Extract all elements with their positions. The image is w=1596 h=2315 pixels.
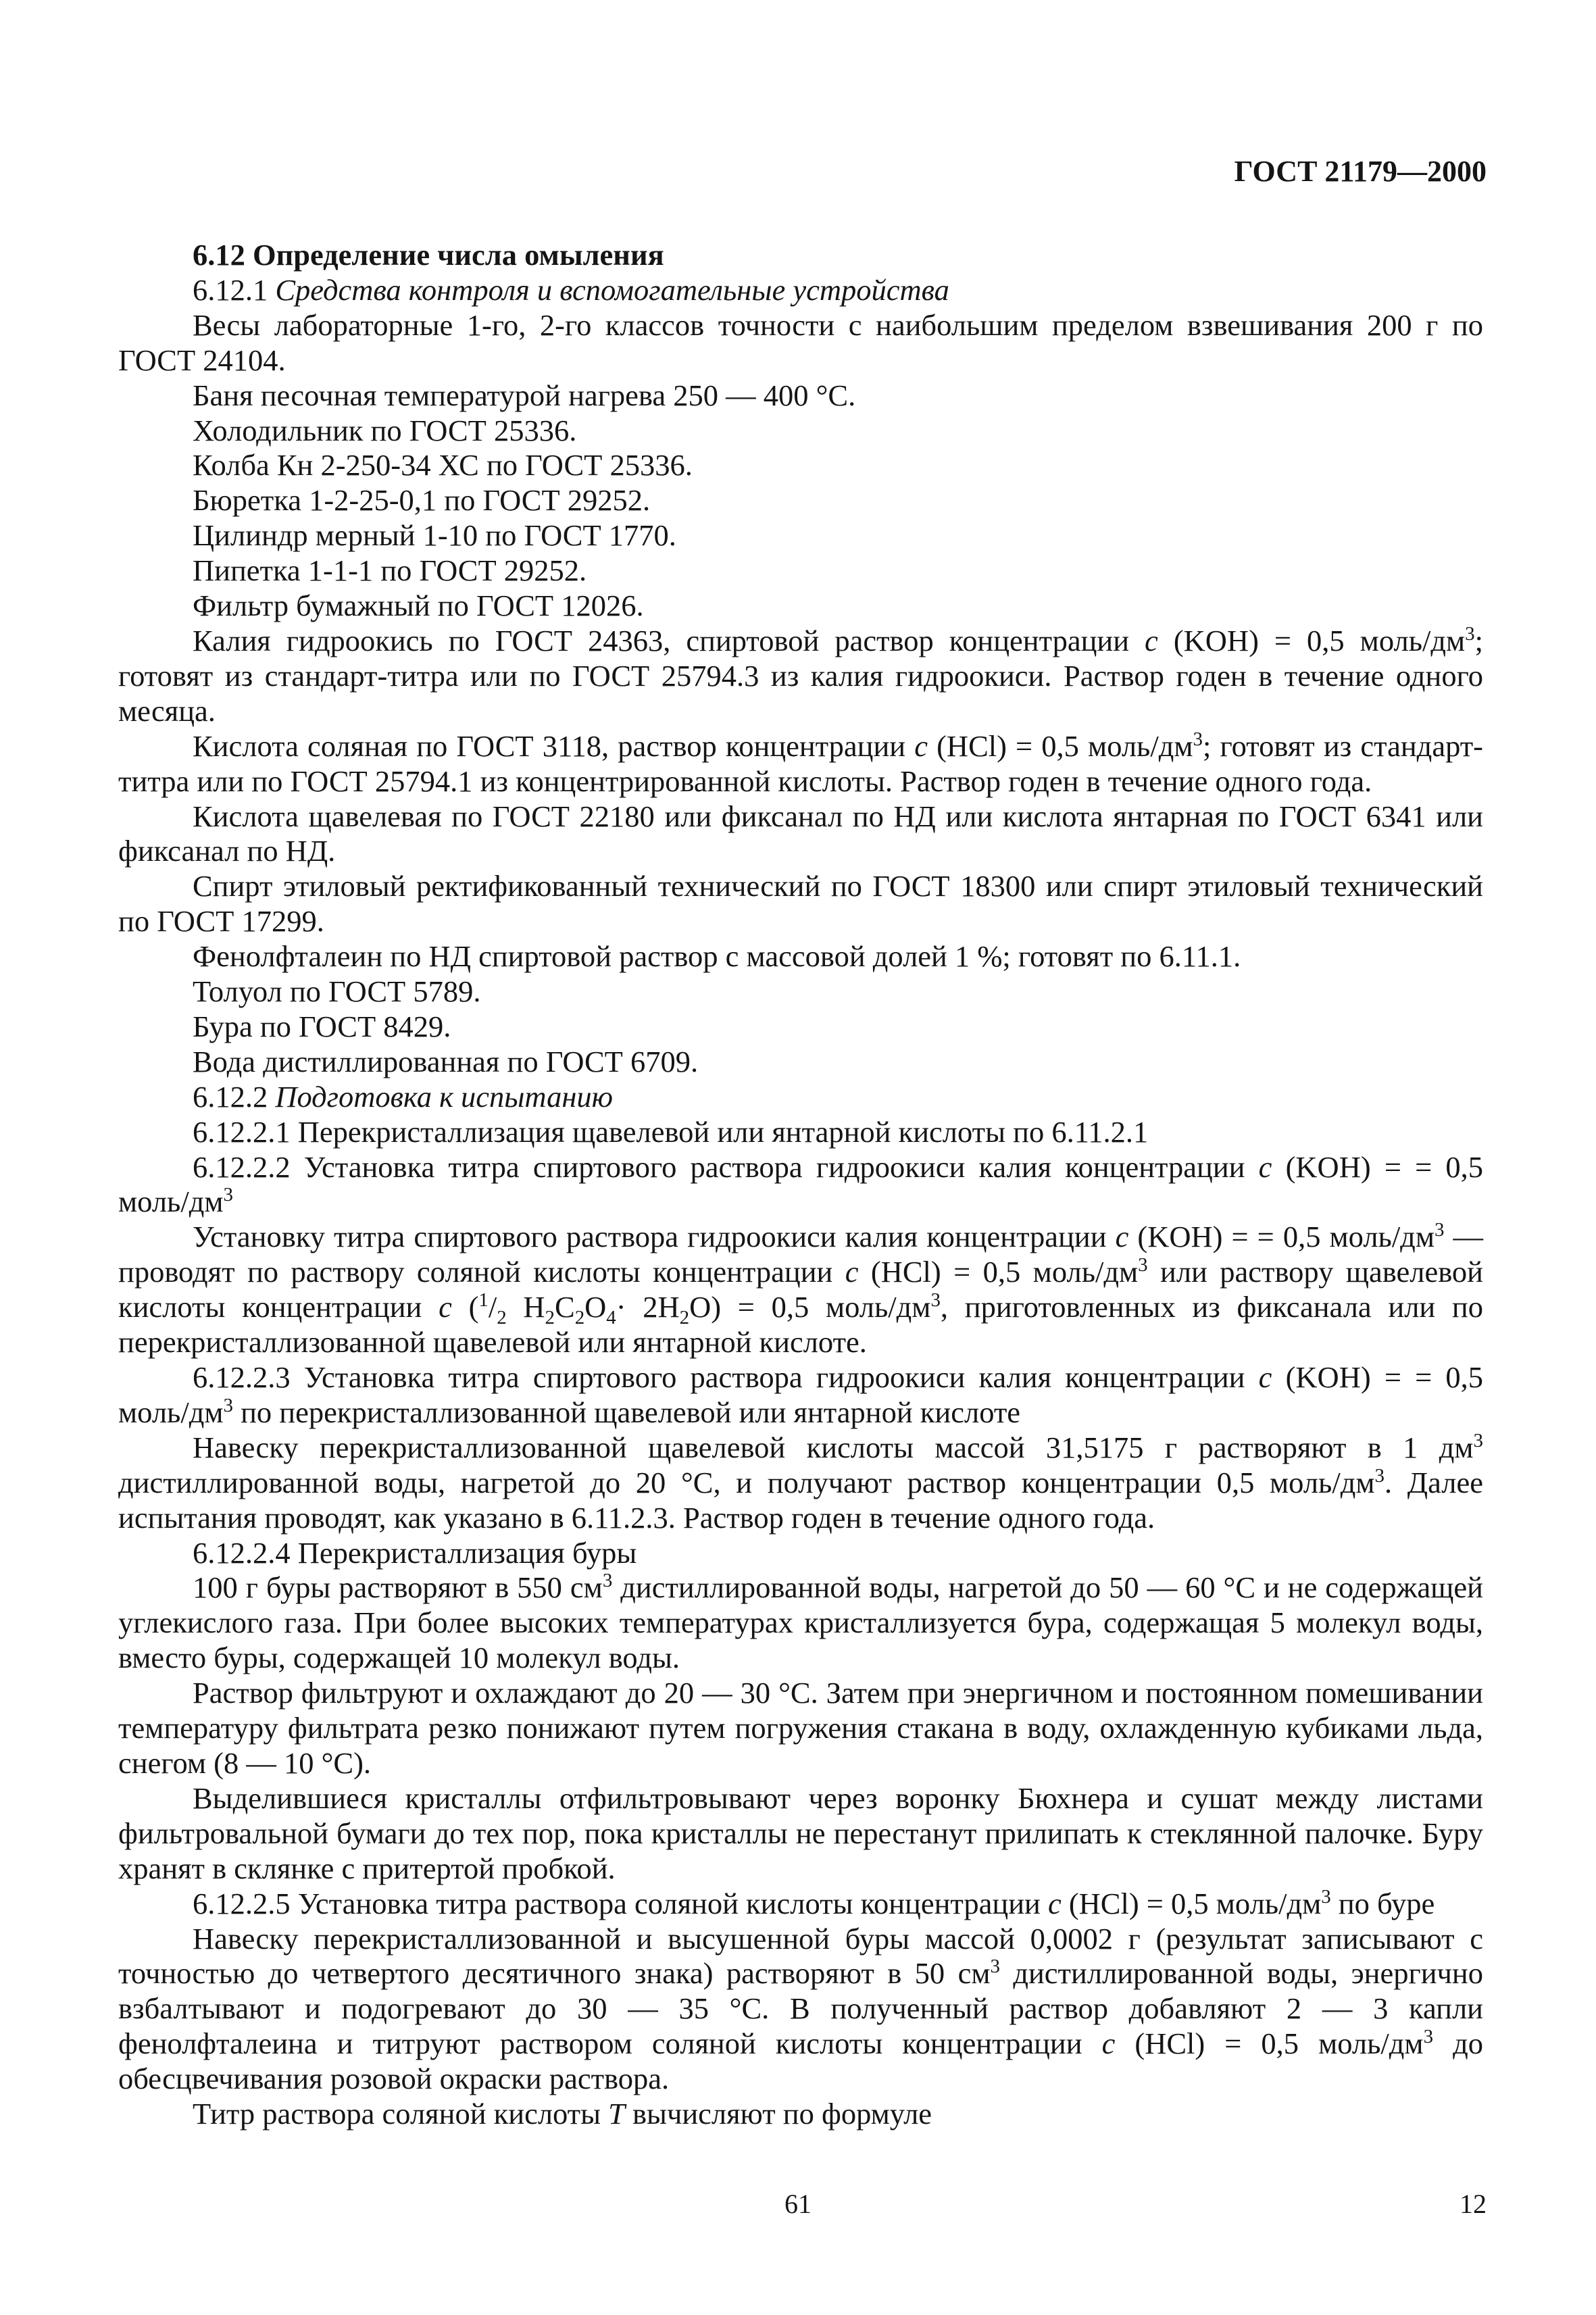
document-body [118,238,1483,2132]
equipment-item: Фильтр бумажный по ГОСТ 12026. [193,589,644,623]
equipment-item: Холодильник по ГОСТ 25336. [193,413,577,447]
equipment-item: Цилиндр мерный 1-10 по ГОСТ 1770. [193,518,676,553]
equipment-item: Весы лабораторные 1-го, 2-го классов точности с наибольшим пределом взвешивания 200 г по ГОСТ 24104. [118,307,1483,377]
clause-6-12-2-3: 6.12.2.3 Установка титра спиртового раствора гидроокиси калия концентрации c (KOH) = = 0,5 моль/$дм^3$ по перекристаллизованной щавелевой или янтарной кислоте [118,1360,1483,1429]
reagent-koh: Калия гидроокись по ГОСТ 24363, спиртовой раствор концентрации c (KOH) = 0,5 моль/$дм^3$; готовят из стандарт-титра или по ГОСТ 25794.3 из калия гидроокиси. Раствор годен в течение одного месяца. [118,623,1483,728]
paragraph-naveska-borax: Навеску перекристаллизованной и высушенной буры массой 0,0002 г (результат записывают с точностью до четвертого десятичного знака) растворяют в 50 $см^3$ дистиллированной воды, энергично взбалтывают и подогревают до 30 — 35 °C. В полученный раствор добавляют 2 — 3 капли фенолфталеина и титруют раствором соляной кислоты концентрации c (HCl) = 0,5 моль/$дм^3$ до обесцвечивания розовой окраски раствора. [118,1921,1483,2096]
reagent-item: Вода дистиллированная по ГОСТ 6709. [193,1044,699,1078]
paragraph-ustanovku: Установку титра спиртового раствора гидроокиси калия концентрации c (KOH) = = 0,5 моль/$дм^3$ — проводят по раствору соляной кислоты концентрации c (HCl) = 0,5 моль/$дм^3$ или раствору щавелевой кислоты концентрации c ($^1/_2$ $H_2C_2O_4\cdot 2H_2O) = 0,5$ моль/$дм^3$, приготовленных из фиксанала или по перекристаллизованной щавелевой или янтарной кислоте. [118,1219,1484,1360]
subsection-6-12-1 [118,273,1483,308]
clause-6-12-2-4: 6.12.2.4 Перекристаллизация буры [193,1535,637,1570]
paragraph-titr-formula: Титр раствора соляной кислоты T вычисляют по формуле [193,2097,932,2131]
paragraph-borax-crystals: Выделившиеся кристаллы отфильтровывают через воронку Бюхнера и сушат между листами фильтровальной бумаги до тех пор, пока кристаллы не перестанут прилипать к стеклянной палочке. Буру хранят в склянке с притертой пробкой. [118,1781,1483,1885]
paragraph-borax-dissolve: 100 г буры растворяют в 550 $см^3$ дистиллированной воды, нагретой до 50 — 60 °C и не содержащей углекислого газа. При более высоких температурах кристаллизуется бура, содержащая 5 молекул воды, вместо буры, содержащей 10 молекул воды. [118,1570,1483,1675]
reagent-item: Фенолфталеин по НД спиртовой раствор с массовой долей 1 %; готовят по 6.11.1. [193,939,1241,974]
reagent-item: Бура по ГОСТ 8429. [193,1009,451,1043]
subsection-number: 6.12.1 [193,272,268,307]
equipment-item: Колба Кн 2-250-34 ХС по ГОСТ 25336. [193,448,693,482]
equipment-item: Баня песочная температурой нагрева 250 — 400 °C. [193,378,856,412]
subsection-6-12-2 [118,1080,1483,1115]
reagent-item: Спирт этиловый ректификованный технический по ГОСТ 18300 или спирт этиловый технический по ГОСТ 17299. [118,869,1483,939]
page-number-right: 12 [1460,2189,1487,2219]
clause-6-12-2-5: 6.12.2.5 Установка титра раствора соляной кислоты концентрации c (HCl) = 0,5 моль/$дм^3$ по буре [193,1885,1435,1920]
paragraph-naveska-oxalic: Навеску перекристаллизованной щавелевой кислоты массой 31,5175 г растворяют в 1 $дм^3$ дистиллированной воды, нагретой до 20 °C, и получают раствор концентрации 0,5 моль/$дм^3$. Далее испытания проводят, как указано в 6.11.2.3. Раствор годен в течение одного года. [118,1429,1483,1535]
subsection-title: Подготовка к испытанию [275,1079,614,1114]
reagent-hcl: Кислота соляная по ГОСТ 3118, раствор концентрации c (HCl) = 0,5 моль/$дм^3$; готовят из стандарт-титра или по ГОСТ 25794.1 из концентрированной кислоты. Раствор годен в течение одного года. [118,728,1484,798]
reagent-item: Кислота щавелевая по ГОСТ 22180 или фиксанал по НД или кислота янтарная по ГОСТ 6341 или фиксанал по НД. [118,799,1483,868]
equipment-item: Пипетка 1-1-1 по ГОСТ 29252. [193,553,587,588]
paragraph-borax-filter: Раствор фильтруют и охлаждают до 20 — 30 °C. Затем при энергичном и постоянном помешивании температуру фильтрата резко понижают путем погружения стакана в воду, охлажденную кубиками льда, снегом (8 — 10 °C). [118,1676,1483,1780]
clause-6-12-2-2: 6.12.2.2 Установка титра спиртового раствора гидроокиси калия концентрации c (KOH) = = 0,5 моль/$дм^3$ [118,1149,1483,1219]
subsection-number: 6.12.2 [193,1079,268,1114]
subsection-title: Средства контроля и вспомогательные устройства [275,272,949,307]
section-title: 6.12 Определение числа омыления [193,238,664,272]
reagent-item: Толуол по ГОСТ 5789. [193,974,481,1009]
clause-6-12-2-1: 6.12.2.1 Перекристаллизация щавелевой или янтарной кислоты по 6.11.2.1 [193,1114,1149,1149]
equipment-item: Бюретка 1-2-25-0,1 по ГОСТ 29252. [193,483,651,518]
document-code: ГОСТ 21179—2000 [1234,155,1487,188]
page-number-center: 61 [784,2189,812,2219]
